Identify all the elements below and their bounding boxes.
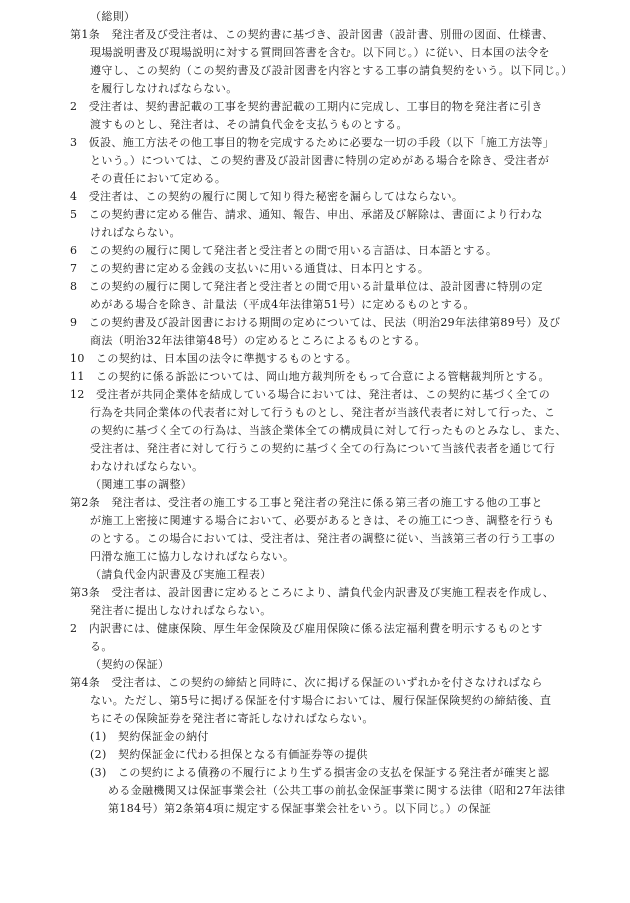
- article-4-item-1: (1) 契約保証金の納付: [90, 730, 209, 743]
- article-1-para-2: 渡すものとし、発注者は、その請負代金を支払うものとする。: [90, 118, 408, 131]
- article-4-item-3: (3) この契約による債務の不履行により生ずる損害金の支払を保証する発注者が確実と認: [90, 766, 550, 779]
- article-1-para-3: という。）については、この契約書及び設計図書に特別の定めがある場合を除き、受注者が: [90, 154, 550, 167]
- article-3-para-2: 2 内訳書には、健康保険、厚生年金保険及び雇用保険に係る法定福利費を明示するものとす: [70, 622, 543, 635]
- article-3-para-2: る。: [90, 640, 113, 653]
- article-1-para-7: 7 この契約書に定める金銭の支払いに用いる通貨は、日本円とする。: [70, 262, 430, 275]
- article-2-line: のとする。この場合においては、受注者は、発注者の調整に従い、当該第三者の行う工事の: [90, 532, 556, 545]
- article-1-para-8: 8 この契約の履行に関して発注者と受注者との間で用いる計量単位は、設計図書に特別の定: [70, 280, 543, 293]
- article-2-line: 第2条 発注者は、受注者の施工する工事と発注者の発注に係る第三者の施工する他の工事と: [70, 496, 543, 509]
- article-1-line: 遵守し、この契約（この契約書及び設計図書を内容とする工事の請負契約をいう。以下同じ。）: [90, 64, 573, 77]
- article-1-line: 現場説明書及び現場説明に対する質問回答書を含む。以下同じ。）に従い、日本国の法令を: [90, 46, 550, 59]
- article-1-para-12: 12 受注者が共同企業体を結成している場合においては、発注者は、この契約に基づく全ての: [70, 388, 551, 401]
- article-1-para-9: 9 この契約書及び設計図書における期間の定めについては、民法（明治29年法律第89号）及び: [70, 316, 561, 329]
- article-1-para-8: めがある場合を除き、計量法（平成4年法律第51号）に定めるものとする。: [90, 298, 475, 311]
- article-3-line: 発注者に提出しなければならない。: [90, 604, 272, 617]
- article-1-para-9: 商法（明治32年法律第48号）の定めるところによるものとする。: [90, 334, 426, 347]
- heading-contract-guarantee: （契約の保証）: [90, 658, 170, 671]
- heading-related-work-coordination: （関連工事の調整）: [90, 478, 193, 491]
- article-1-para-12: の契約に基づく全ての行為は、当該企業体全ての構成員に対して行ったものとみなし、また、: [90, 424, 567, 437]
- article-4-line: ない。ただし、第5号に掲げる保証を付す場合においては、履行保証保険契約の締結後、直: [90, 694, 552, 707]
- article-4-item-3: める金融機関又は保証事業会社（公共工事の前払金保証事業に関する法律（昭和27年法律: [108, 784, 566, 797]
- article-4-item-2: (2) 契約保証金に代わる担保となる有価証券等の提供: [90, 748, 368, 761]
- article-1-para-12: 受注者は、発注者に対して行うこの契約に基づく全ての行為について当該代表者を通じて行: [90, 442, 556, 455]
- article-1-para-2: 2 受注者は、契約書記載の工事を契約書記載の工期内に完成し、工事目的物を発注者に引き: [70, 100, 543, 113]
- article-1-para-3: 3 仮設、施工方法その他工事目的物を完成するために必要な一切の手段（以下「施工方法等」: [70, 136, 555, 149]
- article-4-line: 第4条 受注者は、この契約の締結と同時に、次に掲げる保証のいずれかを付さなければなら: [70, 676, 543, 689]
- article-1-line: 第1条 発注者及び受注者は、この契約書に基づき、設計図書（設計書、別冊の図面、仕様書、: [70, 28, 554, 41]
- article-1-para-12: わなければならない。: [90, 460, 204, 473]
- article-1-para-12: 行為を共同企業体の代表者に対して行うものとし、発注者が当該代表者に対して行った、こ: [90, 406, 556, 419]
- article-3-line: 第3条 受注者は、設計図書に定めるところにより、請負代金内訳書及び実施工程表を作成し、: [70, 586, 555, 599]
- article-2-line: が施工上密接に関連する場合において、必要があるときは、その施工につき、調整を行うも: [90, 514, 555, 527]
- article-2-line: 円滑な施工に協力しなければならない。: [90, 550, 295, 563]
- article-1-line: を履行しなければならない。: [90, 82, 238, 95]
- article-1-para-10: 10 この契約は、日本国の法令に準拠するものとする。: [70, 352, 358, 365]
- article-4-line: ちにその保険証券を発注者に寄託しなければならない。: [90, 712, 374, 725]
- article-1-para-4: 4 受注者は、この契約の履行に関して知り得た秘密を漏らしてはならない。: [70, 190, 464, 203]
- heading-general-provisions: （総則）: [90, 10, 136, 23]
- heading-cost-breakdown-schedule: （請負代金内訳書及び実施工程表）: [90, 568, 272, 581]
- article-1-para-5: ければならない。: [90, 226, 181, 239]
- article-1-para-11: 11 この契約に係る訴訟については、岡山地方裁判所をもって合意による管轄裁判所とする。: [70, 370, 550, 383]
- article-1-para-6: 6 この契約の履行に関して発注者と受注者との間で用いる言語は、日本語とする。: [70, 244, 498, 257]
- article-1-para-5: 5 この契約書に定める催告、請求、通知、報告、申出、承諾及び解除は、書面により行わな: [70, 208, 543, 221]
- article-1-para-3: その責任において定める。: [90, 172, 227, 185]
- article-4-item-3: 第184号）第2条第4項に規定する保証事業会社をいう。以下同じ。）の保証: [108, 802, 492, 815]
